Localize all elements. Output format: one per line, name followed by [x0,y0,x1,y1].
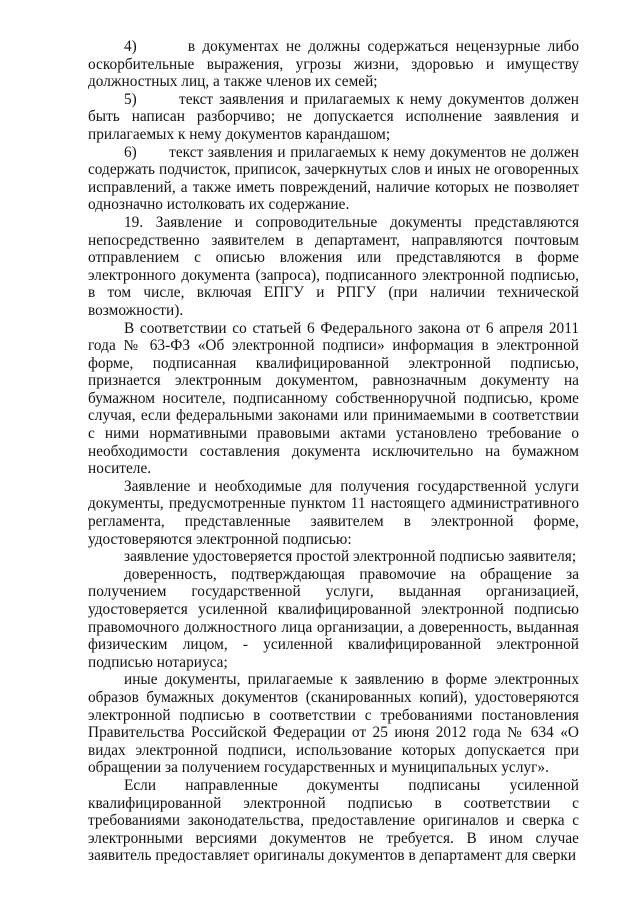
paragraph-item-6: 6) текст заявления и прилагаемых к нему документов не должен содержать подчисток, приписок, зачеркнутых слов и иных не оговоренных исправлений, а также иметь повреждений, наличие которых не позволяет однозначно истолковать их содержание. [88,143,579,214]
paragraph-other-documents: иные документы, прилагаемые к заявлению в форме электронных образов бумажных документов (сканированных копий), удостоверяются электронной подписью в соответствии с требованиями постановления Правительства Российской Федерации от 25 июня 2012 года № 634 «О видах электронной подписи, использование которых допускается при обращении за получением государственных и муниципальных услуг». [88,671,579,777]
paragraph-power-of-attorney: доверенность, подтверждающая правомочие на обращение за получением государственной услуги, выданная организацией, удостоверяется усиленной квалифицированной электронной подписью правомочного должностного лица организации, а доверенность, выданная физическим лицом, - усиленной квалифицированной электронной подписью нотариуса; [88,565,579,671]
paragraph-clause-19: 19. Заявление и сопроводительные документы представляются непосредственно заявителем в департамент, направляются почтовым отправлением с описью вложения или представляются в форме электронного документа (запроса), подписанного электронной подписью, в том числе, включая ЕПГУ и РПГУ (при наличии технической возможности). [88,213,579,319]
paragraph-item-5: 5) текст заявления и прилагаемых к нему документов должен быть написан разборчиво; не допускается исполнение заявления и прилагаемых к нему документов карандашом; [88,90,579,143]
paragraph-electronic-signature-law: В соответствии со статьей 6 Федерального закона от 6 апреля 2011 года № 63-ФЗ «Об электронной подписи» информация в электронной форме, подписанная квалифицированной электронной подписью, признается электронным документом, равнозначным документу на бумажном носителе, подписанному собственноручной подписью, кроме случая, если федеральными законами или принимаемыми в соответствии с ними нормативными правовыми актами установлено требование о необходимости составления документа исключительно на бумажном носителе. [88,319,579,478]
paragraph-electronic-documents: Заявление и необходимые для получения государственной услуги документы, предусмотренные пунктом 11 настоящего административного регламента, представленные заявителем в электронной форме, удостоверяются электронной подписью: [88,477,579,548]
document-body [88,38,579,865]
paragraph-item-4: 4) в документах не должны содержаться нецензурные либо оскорбительные выражения, угрозы жизни, здоровью и имуществу должностных лиц, а также членов их семей; [88,38,579,91]
paragraph-originals-verification: Если направленные документы подписаны усиленной квалифицированной электронной подписью в соответствии с требованиями законодательства, предоставление оригиналов и сверка с электронными версиями документов не требуется. В ином случае заявитель предоставляет оригиналы документов в департамент для сверки [88,776,579,865]
paragraph-application-signature: заявление удостоверяется простой электронной подписью заявителя; [124,548,577,566]
